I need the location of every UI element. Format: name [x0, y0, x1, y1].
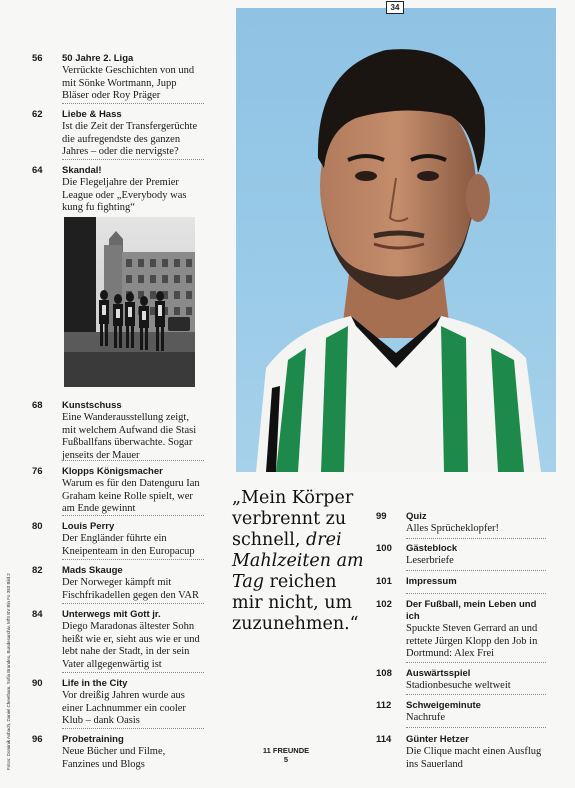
toc-entry-68[interactable]	[32, 400, 204, 462]
toc-page-number: 100	[376, 543, 392, 554]
toc-description: Eine Wanderausstellung zeigt, mit welchem Aufwand die Stasi Fußballfans überwachte. Sogar jenseits der Mauer	[62, 412, 197, 461]
toc-description: Leserbriefe	[406, 555, 454, 566]
magazine-name: 11 FREUNDE	[262, 746, 310, 755]
toc-description: Neue Bücher und Filme, Fanzines und Blogs	[62, 746, 166, 770]
toc-description: Die Flegeljahre der Premier League oder „Everybody was kung fu fighting“	[62, 177, 187, 213]
toc-page-number: 76	[32, 466, 43, 477]
toc-page-number: 68	[32, 400, 43, 411]
toc-title: Skandal!	[62, 165, 102, 176]
divider	[406, 593, 546, 594]
toc-page-number: 56	[32, 53, 43, 64]
divider	[62, 603, 204, 604]
divider	[406, 694, 546, 695]
toc-title: Gästeblock	[406, 543, 458, 554]
divider	[62, 559, 204, 560]
toc-page-number: 108	[376, 668, 392, 679]
toc-description: Ist die Zeit der Transfergerüchte die aufregendste des ganzen Jahres – oder die nervigste?	[62, 121, 198, 157]
toc-page-number: 96	[32, 734, 43, 745]
toc-description: Verrückte Geschichten von und mit Sönke Wortmann, Jupp Bläser oder Roy Präger	[62, 65, 195, 101]
toc-entry-99[interactable]	[376, 511, 546, 536]
toc-title: Der Fußball, mein Leben und ich	[406, 599, 537, 622]
portrait-image	[236, 8, 556, 472]
quote-part-3: reichen mir nicht, um zuzunehmen.“	[232, 572, 359, 634]
pull-quote	[232, 488, 372, 635]
divider	[406, 727, 546, 728]
toc-entry-112[interactable]	[376, 700, 546, 725]
toc-page-number: 102	[376, 599, 392, 610]
toc-title: Liebe & Hass	[62, 109, 122, 120]
toc-page-number: 82	[32, 565, 43, 576]
toc-description: Warum es für den Datenguru Ian Graham keine Rolle spielt, wer am Ende gewinnt	[62, 478, 200, 514]
toc-page-number: 62	[32, 109, 43, 120]
toc-title: Louis Perry	[62, 521, 115, 532]
toc-title: Unterwegs mit Gott jr.	[62, 609, 161, 620]
toc-title: Mads Skauge	[62, 565, 123, 576]
toc-entry-90[interactable]	[32, 678, 204, 728]
toc-page-number: 80	[32, 521, 43, 532]
toc-description: Spuckte Steven Gerrard an und rettete Jürgen Klopp den Job in Dortmund: Alex Frei	[406, 623, 538, 659]
toc-description: Der Norweger kämpft mit Fischfrikadellen gegen den VAR	[62, 577, 199, 601]
toc-page-number: 64	[32, 165, 43, 176]
divider	[62, 103, 204, 104]
hero-portrait-photo	[236, 8, 556, 472]
toc-entry-96[interactable]	[32, 734, 204, 771]
toc-page-number: 84	[32, 609, 43, 620]
toc-page-number: 99	[376, 511, 387, 522]
toc-entry-101[interactable]	[376, 576, 546, 588]
divider	[62, 159, 204, 160]
toc-title: Probetraining	[62, 734, 124, 745]
divider	[62, 460, 204, 461]
toc-entry-102[interactable]	[376, 599, 546, 661]
toc-entry-56[interactable]	[32, 53, 204, 103]
footer-page-number: 5	[283, 755, 289, 764]
divider	[62, 672, 204, 673]
divider	[406, 570, 546, 571]
divider	[406, 538, 546, 539]
quote-part-1: „Mein Körper verbrennt zu schnell,	[232, 488, 354, 550]
toc-description: Alles Sprücheklopfer!	[406, 523, 500, 534]
toc-entry-64[interactable]	[32, 165, 204, 215]
toc-title: Günter Hetzer	[406, 734, 469, 745]
toc-page-number: 101	[376, 576, 392, 587]
toc-entry-84[interactable]	[32, 609, 204, 671]
toc-description: Stadionbesuche weltweit	[406, 680, 511, 691]
page-number-badge: 34	[386, 1, 404, 14]
toc-title: Auswärtsspiel	[406, 668, 471, 679]
toc-description: Diego Maradonas ältester Sohn heißt wie er, sieht aus wie er und lebt nahe der Stadt, in der sein Vater allgegenwärtig ist	[62, 621, 200, 670]
toc-page-number: 112	[376, 700, 392, 711]
toc-title: Schweigeminute	[406, 700, 481, 711]
toc-title: 50 Jahre 2. Liga	[62, 53, 134, 64]
archive-photo-image	[64, 217, 195, 387]
toc-title: Impressum	[406, 576, 457, 587]
toc-description: Die Clique macht einen Ausflug ins Sauerland	[406, 746, 542, 770]
toc-entry-76[interactable]	[32, 466, 204, 516]
quote-part-2: drei Mahlzeiten am Tag	[232, 530, 364, 592]
toc-title: Kunstschuss	[62, 400, 122, 411]
toc-description: Nachrufe	[406, 712, 446, 723]
toc-title: Quiz	[406, 511, 427, 522]
toc-entry-108[interactable]	[376, 668, 546, 693]
toc-entry-82[interactable]	[32, 565, 204, 602]
toc-description: Vor dreißig Jahren wurde aus einer Lachnummer ein cooler Klub – dank Oasis	[62, 690, 186, 726]
toc-entry-100[interactable]	[376, 543, 546, 568]
toc-title: Life in the City	[62, 678, 128, 689]
stasi-archive-photo	[64, 217, 195, 387]
toc-description: Der Engländer führte ein Kneipenteam in den Europacup	[62, 533, 195, 557]
toc-page-number: 114	[376, 734, 392, 745]
toc-entry-80[interactable]	[32, 521, 204, 558]
divider	[62, 515, 204, 516]
photo-credits: Fotos: Dominik Asbach, Daniel Cheetham, Sofia Brandes, Bundesarchiv, MfS BV Bln Fo 383 Bild 2	[6, 573, 11, 770]
footer-brand	[256, 746, 316, 764]
divider	[62, 728, 204, 729]
toc-entry-62[interactable]	[32, 109, 204, 159]
toc-title: Klopps Königsmacher	[62, 466, 163, 477]
toc-entry-114[interactable]	[376, 734, 546, 771]
toc-page-number: 90	[32, 678, 43, 689]
divider	[406, 662, 546, 663]
